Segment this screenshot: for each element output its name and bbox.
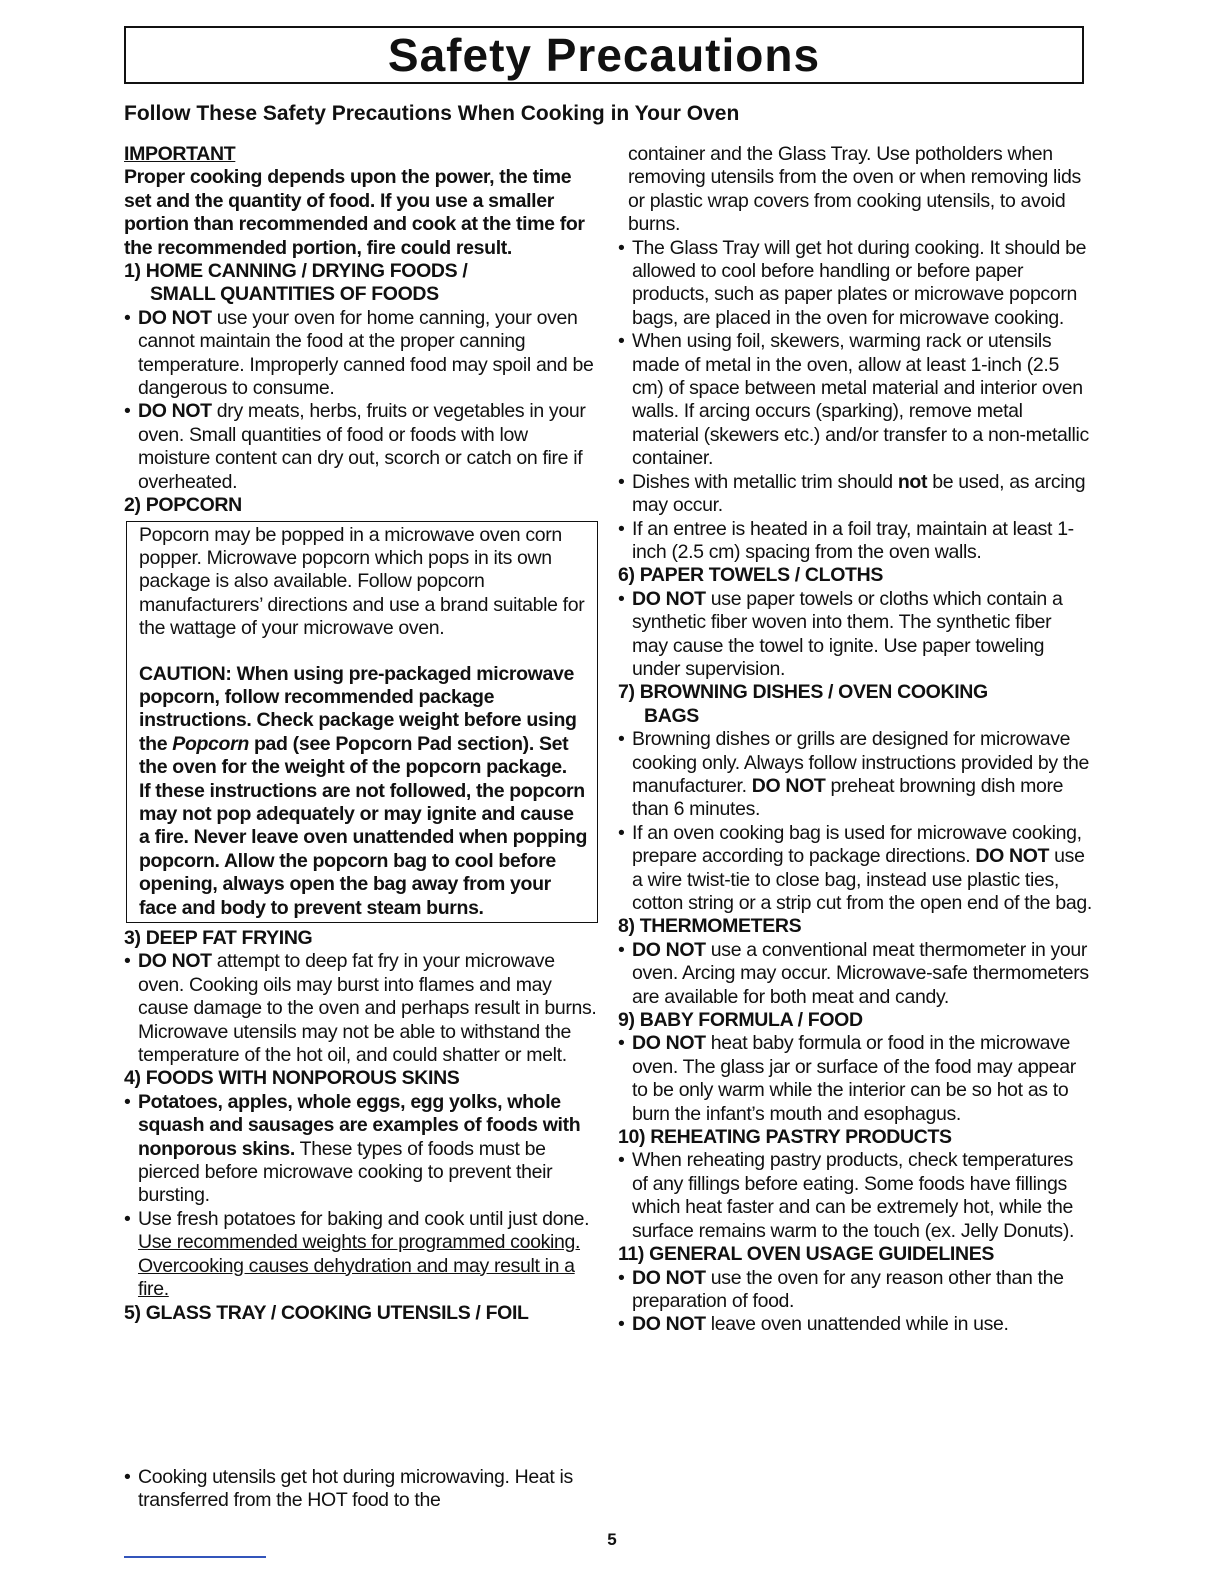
section-number: 2): [124, 494, 141, 517]
left-column-tail: [124, 1466, 598, 1513]
page-subtitle: Follow These Safety Precautions When Cooking in Your Oven: [124, 102, 740, 125]
emphasis: DO NOT: [751, 774, 826, 797]
list-item: [618, 237, 1092, 331]
item-text: use your oven for home canning, your oven cannot maintain the food at the proper canning temperature. Improperly canned food may spoil and be dangerous to consume.: [138, 306, 594, 400]
item-text: If an entree is heated in a foil tray, maintain at least 1-inch (2.5 cm) spacing from the oven walls.: [632, 517, 1074, 563]
page-title: Safety Precautions: [387, 29, 821, 81]
list-item: [618, 1149, 1092, 1243]
section-11-list: [618, 1267, 1092, 1337]
section-number: 11): [618, 1243, 645, 1266]
section-8-heading: [618, 915, 1092, 938]
section-10-heading: [618, 1126, 1092, 1149]
item-text: heat baby formula or food in the microwave oven. The glass jar or surface of the food may appear to be only warm while the interior can be so hot as to burn the infant’s mouth and esophagus.: [632, 1032, 1076, 1125]
emphasis: not: [897, 470, 928, 493]
list-item: [124, 950, 598, 1067]
section-number: 9): [618, 1009, 635, 1032]
list-item: [618, 728, 1092, 822]
section-title: GLASS TRAY / COOKING UTENSILS / FOIL: [145, 1301, 529, 1324]
emphasis: DO NOT: [138, 306, 212, 329]
section-title: BROWNING DISHES / OVEN COOKING: [639, 681, 988, 704]
item-text: Cooking utensils get hot during microwaving. Heat is transferred from the HOT food to the: [138, 1466, 573, 1512]
section-title-cont: BAGS: [644, 704, 699, 727]
section-number: 5): [124, 1301, 141, 1324]
section-number: 10): [618, 1126, 646, 1149]
emphasis: DO NOT: [632, 1032, 706, 1055]
item-text: When using foil, skewers, warming rack or utensils made of metal in the oven, allow at least 1-inch (2.5 cm) of space between metal material and interior oven walls. If arcing occurs (sparking), remove metal material (skewers etc.) and/or transfer to a non-metallic container.: [632, 330, 1089, 470]
section-11-heading: [618, 1243, 1092, 1266]
section-1-heading: [124, 260, 598, 307]
important-text: Proper cooking depends upon the power, the time set and the quantity of food. If you use a smaller portion than recommended and cook at the time for the recommended portion, fire could result.: [124, 166, 585, 259]
section-5-list-cont: [618, 143, 1092, 564]
section-number: 7): [618, 681, 635, 704]
item-text: attempt to deep fat fry in your microwave oven. Cooking oils may burst into flames and may cause damage to the oven and perhaps result in burns. Microwave utensils may not be able to withstand the temperature of the hot oil, and could shatter or melt.: [138, 950, 597, 1067]
emphasis: Potatoes, apples, whole eggs, egg yolks, whole squash and sausages are examples of foods with nonporous skins.: [138, 1090, 581, 1160]
section-title: GENERAL OVEN USAGE GUIDELINES: [649, 1243, 995, 1266]
section-2-heading: [124, 494, 598, 517]
section-number: 8): [618, 915, 635, 938]
section-title: POPCORN: [145, 494, 242, 517]
item-text: Dishes with metallic trim should: [632, 470, 898, 493]
section-4-heading: [124, 1067, 598, 1090]
important-heading: IMPORTANT: [124, 143, 236, 165]
caution-text: pad (see Popcorn Pad section). Set the oven for the weight of the popcorn package.: [139, 732, 569, 779]
section-9-list: [618, 1032, 1092, 1126]
item-text: leave oven unattended while in use.: [705, 1313, 1009, 1336]
section-title: BABY FORMULA / FOOD: [639, 1009, 863, 1032]
section-5-list-start: [124, 1466, 598, 1513]
emphasis: DO NOT: [138, 400, 212, 423]
item-text: use a wire twist-tie to close bag, instead use plastic ties, cotton string or a strip cut from the open end of the bag.: [632, 845, 1092, 914]
list-item: [124, 1466, 598, 1513]
item-text: container and the Glass Tray. Use potholders when removing utensils from the oven or when removing lids or plastic wrap covers from cooking utensils, to avoid burns.: [628, 143, 1081, 236]
emphasis: DO NOT: [632, 587, 706, 610]
section-title: FOODS WITH NONPOROUS SKINS: [145, 1067, 460, 1090]
right-column: [618, 143, 1092, 1337]
list-item: [618, 330, 1092, 470]
section-title: HOME CANNING / DRYING FOODS /: [145, 260, 468, 283]
section-title-cont: SMALL QUANTITIES OF FOODS: [150, 283, 439, 306]
popcorn-text: Popcorn may be popped in a microwave oven corn popper. Microwave popcorn which pops in its own package is also available. Follow popcorn manufacturers’ directions and use a brand suitable for the wattage of your microwave oven.: [139, 523, 585, 640]
item-text: If an oven cooking bag is used for microwave cooking, prepare according to package directions.: [632, 821, 1082, 868]
section-number: 4): [124, 1067, 141, 1090]
list-item: [124, 400, 598, 494]
section-7-list: [618, 728, 1092, 915]
section-4-list: [124, 1091, 598, 1302]
section-number: 3): [124, 927, 141, 949]
item-text: be used, as arcing may occur.: [632, 470, 1086, 517]
list-item: [124, 1208, 598, 1302]
list-item: [618, 471, 1092, 518]
page-number: 5: [607, 1530, 617, 1549]
list-item: [124, 1091, 598, 1208]
item-text: use the oven for any reason other than the preparation of food.: [632, 1266, 1064, 1312]
left-column: [124, 143, 598, 1325]
emphasis: DO NOT: [632, 938, 706, 961]
item-text: When reheating pastry products, check temperatures of any fillings before eating. Some foods have fillings which heat faster and can be extremely hot, while the surface remains warm to the touch (ex. Jelly Donuts).: [632, 1149, 1075, 1242]
section-6-heading: [618, 564, 1092, 587]
section-10-list: [618, 1149, 1092, 1243]
item-text: dry meats, herbs, fruits or vegetables in your oven. Small quantities of food or foods with low moisture content can dry out, scorch or catch on fire if overheated.: [138, 400, 586, 493]
list-item-continued: [618, 143, 1092, 237]
list-item: [618, 588, 1092, 682]
caution-italic: Popcorn: [172, 732, 249, 755]
list-item: [618, 518, 1092, 565]
item-text: use a conventional meat thermometer in your oven. Arcing may occur. Microwave-safe thermometers are available for both meat and candy.: [632, 938, 1089, 1008]
section-5-heading: [124, 1302, 598, 1325]
section-title: THERMOMETERS: [639, 915, 802, 938]
caution-text: CAUTION: When using pre-packaged microwave popcorn, follow recommended package instructions. Check package weight before using the: [139, 662, 577, 755]
section-7-heading: [618, 681, 1092, 728]
emphasis: DO NOT: [632, 1313, 706, 1336]
section-title: PAPER TOWELS / CLOTHS: [639, 564, 883, 587]
popcorn-caution: [139, 663, 589, 780]
emphasis: DO NOT: [975, 845, 1050, 868]
title-box: [124, 26, 1084, 84]
emphasis: DO NOT: [138, 950, 212, 973]
section-number: 6): [618, 564, 635, 587]
item-text: These types of foods must be pierced before microwave cooking to prevent their bursting.: [138, 1137, 553, 1207]
item-text: preheat browning dish more than 6 minutes.: [632, 774, 1064, 821]
section-6-list: [618, 588, 1092, 682]
section-9-heading: [618, 1009, 1092, 1032]
underlined-warning: Use recommended weights for programmed cooking. Overcooking causes dehydration and may result in a fire.: [138, 1231, 581, 1301]
list-item: [618, 939, 1092, 1009]
item-text: Use fresh potatoes for baking and cook until just done.: [138, 1207, 590, 1230]
list-item: [618, 1267, 1092, 1314]
popcorn-warning: If these instructions are not followed, the popcorn may not pop adequately or may ignite and cause a fire. Never leave oven unattended when popping popcorn. Allow the popcorn bag to cool before opening, always open the bag away from your face and body to prevent steam burns.: [139, 779, 588, 919]
section-title: DEEP FAT FRYING: [145, 927, 313, 949]
section-title: REHEATING PASTRY PRODUCTS: [650, 1126, 952, 1149]
list-item: [618, 822, 1092, 916]
section-3-heading: [124, 927, 598, 950]
popcorn-box: [126, 521, 598, 924]
list-item: [618, 1313, 1092, 1336]
section-3-list: [124, 950, 598, 1067]
section-1-list: [124, 307, 598, 494]
section-8-list: [618, 939, 1092, 1009]
emphasis: DO NOT: [632, 1266, 706, 1289]
list-item: [124, 307, 598, 401]
item-text: use paper towels or cloths which contain a synthetic fiber woven into them. The synthetic fiber may cause the towel to ignite. Use paper toweling under supervision.: [632, 587, 1063, 680]
footnote-rule: [124, 1556, 266, 1558]
list-item: [618, 1032, 1092, 1126]
item-text: The Glass Tray will get hot during cooking. It should be allowed to cool before handling or before paper products, such as paper plates or microwave popcorn bags, are placed in the oven for microwave cooking.: [632, 236, 1087, 329]
item-text: Browning dishes or grills are designed for microwave cooking only. Always follow instructions provided by the manufacturer.: [632, 728, 1089, 797]
section-number: 1): [124, 260, 141, 283]
